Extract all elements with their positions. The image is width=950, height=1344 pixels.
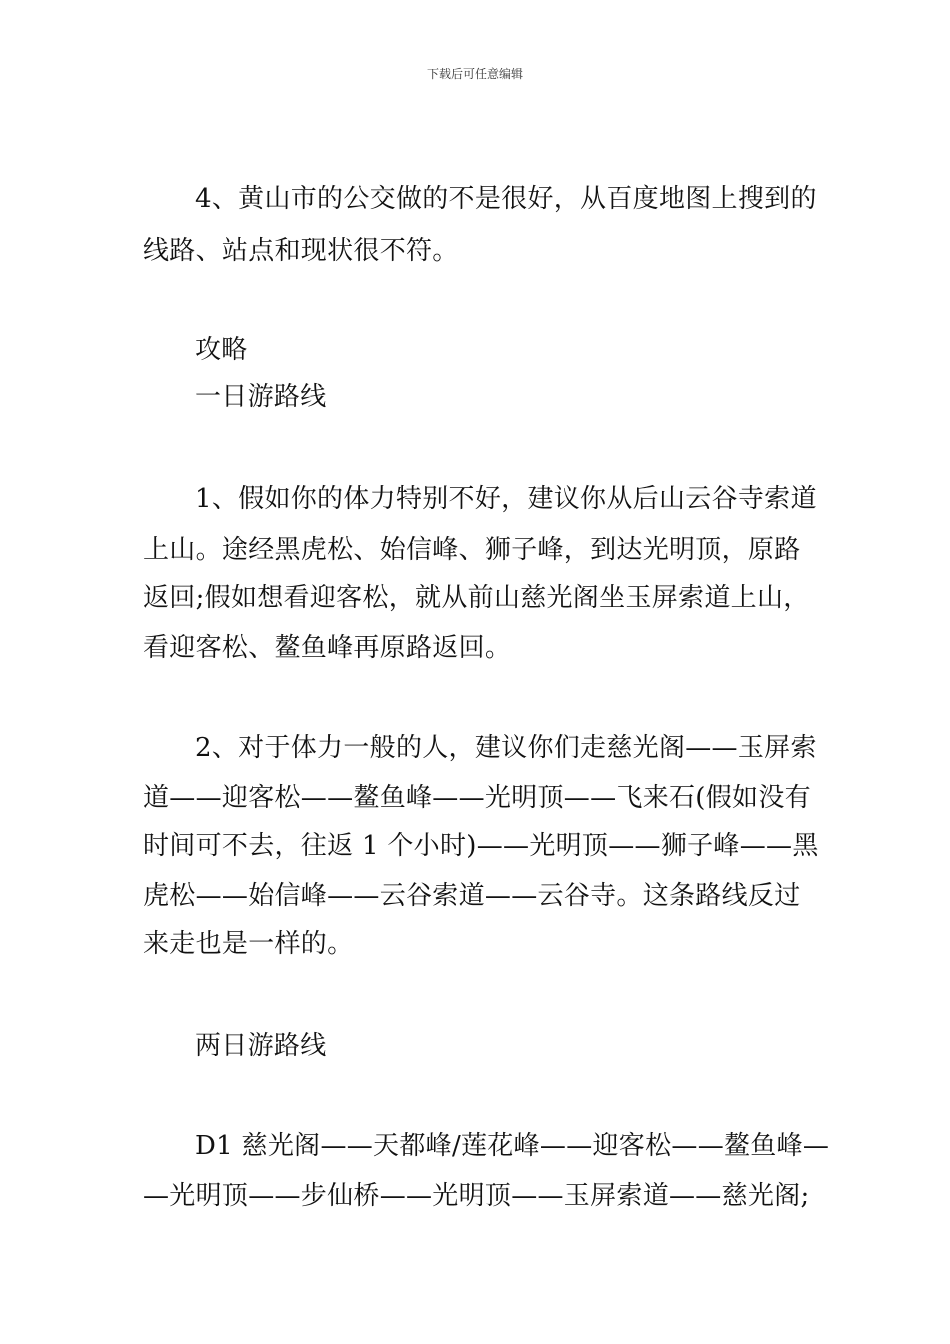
paragraph-line: —光明顶——步仙桥——光明顶——玉屏索道——慈光阁; — [143, 1181, 810, 1211]
section-heading: 两日游路线 — [195, 1031, 327, 1061]
paragraph-line: 看迎客松、鳌鱼峰再原路返回。 — [143, 633, 512, 663]
section-heading: 一日游路线 — [195, 382, 327, 412]
paragraph-line: 道——迎客松——鳌鱼峰——光明顶——飞来石(假如没有 — [143, 783, 811, 813]
paragraph-line: 4、黄山市的公交做的不是很好，从百度地图上搜到的 — [195, 184, 817, 214]
page-header-note: 下载后可任意编辑 — [426, 67, 523, 81]
paragraph-line: D1 慈光阁——天都峰/莲花峰——迎客松——鳌鱼峰— — [195, 1131, 830, 1161]
paragraph-line: 虎松——始信峰——云谷索道——云谷寺。这条路线反过 — [143, 881, 801, 911]
paragraph-line: 2、对于体力一般的人，建议你们走慈光阁——玉屏索 — [195, 733, 817, 763]
paragraph-line: 上山。途经黑虎松、始信峰、狮子峰，到达光明顶，原路 — [143, 535, 801, 565]
paragraph-line: 返回;假如想看迎客松，就从前山慈光阁坐玉屏索道上山， — [143, 583, 810, 613]
paragraph-line: 线路、站点和现状很不符。 — [143, 236, 459, 266]
paragraph-line: 来走也是一样的。 — [143, 929, 354, 959]
paragraph-line: 时间可不去，往返 1 个小时)——光明顶——狮子峰——黑 — [143, 831, 819, 861]
paragraph-line: 1、假如你的体力特别不好，建议你从后山云谷寺索道 — [195, 484, 817, 514]
section-heading: 攻略 — [195, 335, 248, 365]
